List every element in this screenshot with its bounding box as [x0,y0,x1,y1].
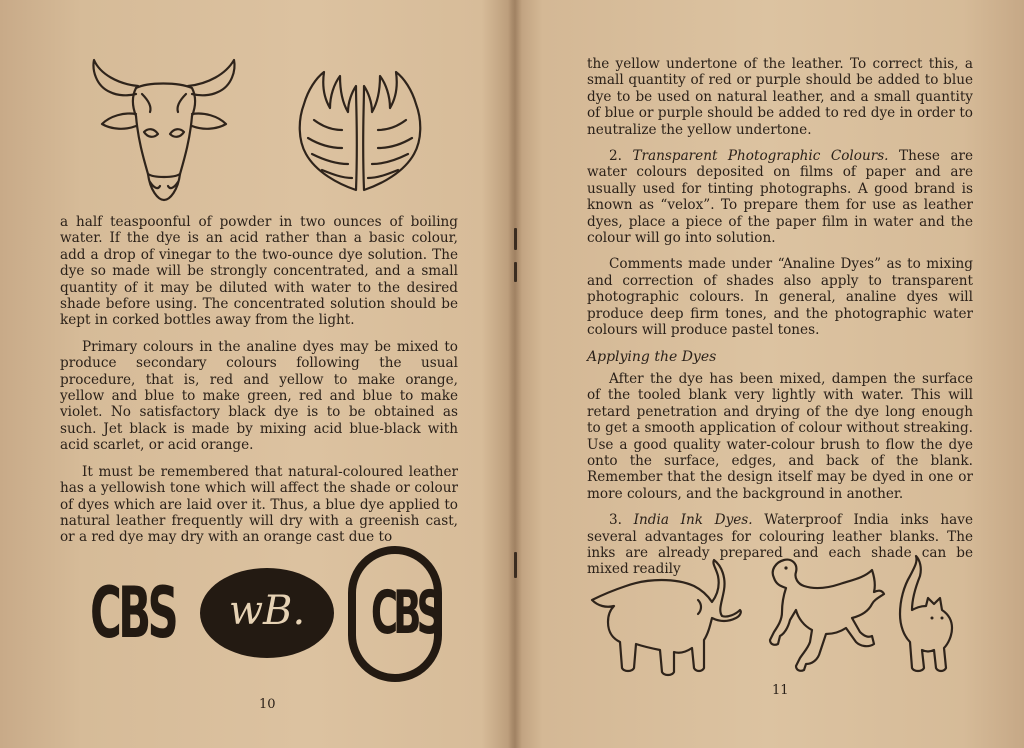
monogram-cbs-text: CBS [90,572,176,654]
left-page-text [60,214,458,556]
section-heading: Applying the Dyes [587,348,717,365]
monogram-round-text: CBS [370,578,439,648]
page-number-left: 10 [259,697,276,712]
monogram-cbs-block [90,543,176,683]
left-paragraph-1: a half teaspoonful of powder in two ounces of boiling water. If the dye is an acid rather than a basic colour, add a drop of vinegar to the two-ounce dye solution. The dye so made will be strongly concentrated, and a small quantity of it may be diluted with water to the desired shade before using. The concentrated solution should be kept in corked bottles away from the light. [60,214,458,329]
right-paragraph-1: the yellow undertone of the leather. To correct this, a small quantity of red or purple should be added to blue dye to be used on natural leather, and a small quantity of blue or purple should be added to red dye in order to neutralize the yellow undertone. [587,56,973,138]
staple-top [514,228,517,250]
paragraph-2-body: These are water colours deposited on films of paper and are usually used for tinting photographs. A good brand is known as “velox”. To prepare them for use as leather dyes, place a piece of the paper film in water and the colour will go into solution. [587,148,974,247]
bucking-horse-icon [764,556,888,676]
right-paragraph-4: After the dye has been mixed, dampen the surface of the tooled blank very lightly with water. This will retard penetration and drying of the dye long enough to get a smooth application of colour without streaking. Use a good quality water-colour brush to flow the dye onto the surface, edges, and back of the blank. Remember that the design itself may be dyed in one or more colours, and the background in another. [587,370,973,502]
arched-cat-icon [890,556,964,676]
staple-bottom [514,552,517,578]
bull-head-icon [88,56,238,206]
elephant-icon [590,560,750,678]
left-page [0,0,510,748]
right-paragraph-3: Comments made under “Analine Dyes” as to mixing and correction of shades also apply to transparent photographic colours. In general, analine dyes will produce deep firm tones, and the photographic water colours will produce pastel tones. [587,256,973,339]
paragraph-5-body: Waterproof India inks have several advantages for colouring leather blanks. The inks are already prepared and each shade can be mixed readily [587,512,973,578]
left-paragraph-3: It must be remembered that natural-coloured leather has a yellowish tone which will affect the shade or colour of dyes which are laid over it. Thus, a blue dye applied to natural leather frequently will dry with a greenish cast, or a red dye may dry with an orange cast due to [60,463,458,546]
page-number-right: 11 [772,683,789,698]
right-page-text [587,56,973,588]
paragraph-5-title: India Ink Dyes. [633,512,753,529]
wings-icon [294,68,426,198]
paragraph-2-number: 2. [609,148,622,165]
paragraph-2-title: Transparent Photographic Colours. [632,148,889,165]
right-paragraph-2 [587,148,973,246]
staple-top-lower [514,262,517,282]
monogram-oval-text: wB. [228,588,306,634]
left-paragraph-2: Primary colours in the analine dyes may be mixed to produce secondary colours following the usual procedure, that is, red and yellow to make orange, yellow and blue to make green, red and blue to make violet. No satisfactory black dye is to be obtained as such. Jet black is made by mixing acid blue-black with acid scarlet, or acid orange. [60,338,458,454]
paragraph-5-number: 3. [609,512,622,529]
right-page [520,0,1024,748]
